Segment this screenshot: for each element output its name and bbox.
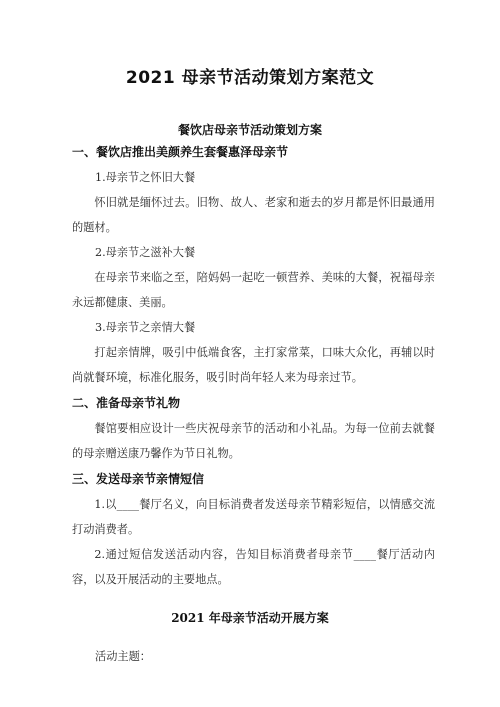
section-heading-1: 一、餐饮店推出美颜养生套餐惠泽母亲节 bbox=[72, 145, 289, 159]
section-subtitle: 餐饮店母亲节活动策划方案 bbox=[177, 123, 322, 137]
section-heading-3: 三、发送母亲节亲情短信 bbox=[72, 472, 205, 486]
document-body bbox=[72, 139, 435, 669]
item-title-3: 3.母亲节之亲情大餐 bbox=[95, 321, 196, 334]
section-heading-2: 二、准备母亲节礼物 bbox=[72, 396, 181, 410]
sms-item-1: 1.以____餐厅名义，向目标消费者发送母亲节精彩短信，以情感交流打动消费者。 bbox=[72, 498, 435, 536]
item-text-1: 怀旧就是缅怀过去。旧物、故人、老家和逝去的岁月都是怀旧最通用的题材。 bbox=[72, 196, 435, 234]
item-text-3: 打起亲情牌，吸引中低端食客，主打家常菜，口味大众化，再辅以时尚就餐环境，标准化服务，吸引时尚年轻人来为母亲过节。 bbox=[72, 346, 435, 384]
plan2-title: 2021 年母亲节活动开展方案 bbox=[171, 611, 329, 625]
item-title-1: 1.母亲节之怀旧大餐 bbox=[95, 171, 196, 184]
item-text-2: 在母亲节来临之至，陪妈妈一起吃一顿营养、美味的大餐，祝福母亲永远都健康、美丽。 bbox=[72, 271, 435, 309]
document-title: 2021 母亲节活动策划方案范文 bbox=[125, 68, 375, 88]
sms-item-2: 2.通过短信发送活动内容，告知目标消费者母亲节____餐厅活动内容，以及开展活动的主要地点。 bbox=[72, 548, 435, 586]
item-title-2: 2.母亲节之滋补大餐 bbox=[95, 246, 196, 259]
gift-text: 餐馆要相应设计一些庆祝母亲节的活动和小礼品。为每一位前去就餐的母亲赠送康乃馨作为节日礼物。 bbox=[72, 422, 435, 460]
plan2-theme-label: 活动主题： bbox=[95, 650, 151, 663]
